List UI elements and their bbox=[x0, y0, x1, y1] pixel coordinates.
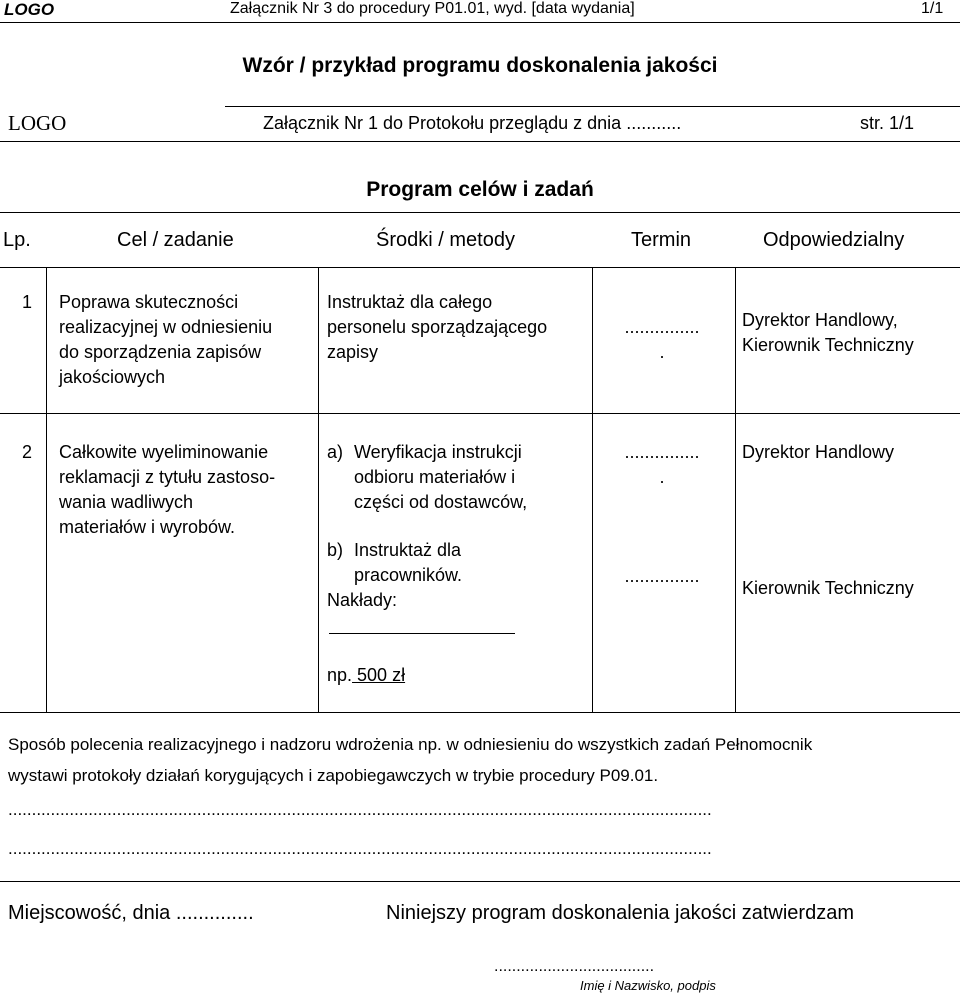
notes-bottom-border bbox=[0, 881, 960, 882]
inner-header-annex-text: Załącznik Nr 1 do Protokołu przeglądu z dnia ........... bbox=[263, 113, 682, 133]
term-cell bbox=[596, 315, 728, 365]
means-line: Weryfikacja instrukcji bbox=[354, 442, 522, 462]
table-column-line bbox=[46, 267, 47, 712]
notes-line-1: Sposób polecenia realizacyjnego i nadzoru wdrożenia np. w odniesieniu do wszystkich zadań Pełnomocnik bbox=[8, 735, 813, 754]
goal-line: Poprawa skuteczności bbox=[59, 292, 239, 312]
means-line: odbioru materiałów i bbox=[354, 467, 516, 487]
means-item-a bbox=[354, 440, 527, 515]
term-cell bbox=[596, 440, 728, 490]
means-item-a-marker: a) bbox=[327, 442, 344, 462]
means-line: Instruktaż dla bbox=[354, 540, 462, 560]
table-header-bottom-border bbox=[0, 267, 960, 268]
inner-header-divider bbox=[225, 106, 960, 107]
row-number: 1 bbox=[22, 292, 33, 312]
costs-blank-line bbox=[329, 633, 515, 634]
table-bottom-border bbox=[0, 712, 960, 713]
responsible-line: Kierownik Techniczny bbox=[742, 335, 914, 355]
costs-prefix: np. bbox=[327, 665, 353, 685]
goal-line: Całkowite wyeliminowanie bbox=[59, 442, 269, 462]
means-cell bbox=[327, 290, 547, 365]
term-placeholder: ............... bbox=[624, 566, 700, 586]
table-top-border bbox=[0, 212, 960, 213]
goal-cell bbox=[59, 290, 272, 390]
table-row-divider bbox=[0, 413, 960, 414]
header-page-number: 1/1 bbox=[921, 0, 944, 17]
goal-line: realizacyjnej w odniesieniu bbox=[59, 317, 273, 337]
place-date: Miejscowość, dnia .............. bbox=[8, 902, 254, 924]
means-line: Instruktaż dla całego bbox=[327, 292, 493, 312]
responsible-a: Dyrektor Handlowy bbox=[742, 442, 895, 462]
term-placeholder: . bbox=[659, 342, 665, 362]
goal-line: materiałów i wyrobów. bbox=[59, 517, 236, 537]
inner-header-bottom-rule bbox=[0, 141, 960, 142]
term-placeholder: . bbox=[659, 467, 665, 487]
table-column-line bbox=[318, 267, 319, 712]
costs-example bbox=[327, 663, 405, 688]
goal-cell bbox=[59, 440, 275, 540]
notes-line-2: wystawi protokoły działań korygujących i zapobiegawczych w trybie procedury P09.01. bbox=[8, 766, 659, 785]
goal-line: reklamacji z tytułu zastoso- bbox=[59, 467, 276, 487]
approval-statement: Niniejszy program doskonalenia jakości zatwierdzam bbox=[386, 902, 854, 924]
notes-dots-1: ..................................................................................................................................................... bbox=[8, 800, 712, 819]
responsible-cell bbox=[742, 308, 914, 358]
row-number: 2 bbox=[22, 442, 33, 462]
goal-line: do sporządzenia zapisów bbox=[59, 342, 262, 362]
column-header-means: Środki / metody bbox=[376, 229, 515, 251]
means-line: pracowników. bbox=[354, 565, 463, 585]
term-placeholder: ............... bbox=[624, 317, 700, 337]
term-placeholder: ............... bbox=[624, 442, 700, 462]
responsible-line: Dyrektor Handlowy, bbox=[742, 310, 898, 330]
document-title: Wzór / przykład programu doskonalenia jakości bbox=[242, 54, 718, 77]
table-column-line bbox=[592, 267, 593, 712]
column-header-term: Termin bbox=[631, 229, 692, 251]
means-line: części od dostawców, bbox=[354, 492, 528, 512]
inner-header-logo: LOGO bbox=[8, 111, 67, 135]
inner-header-page-number: str. 1/1 bbox=[860, 113, 915, 133]
program-title: Program celów i zadań bbox=[366, 178, 594, 201]
responsible-b: Kierownik Techniczny bbox=[742, 578, 914, 598]
goal-line: wania wadliwych bbox=[59, 492, 194, 512]
column-header-responsible: Odpowiedzialny bbox=[763, 229, 905, 251]
header-divider bbox=[0, 22, 960, 23]
signature-label: Imię i Nazwisko, podpis bbox=[580, 978, 716, 993]
signature-dots: .................................... bbox=[494, 958, 655, 975]
goal-line: jakościowych bbox=[59, 367, 166, 387]
means-item-b-marker: b) bbox=[327, 540, 344, 560]
header-logo: LOGO bbox=[4, 0, 55, 19]
means-line: zapisy bbox=[327, 342, 379, 362]
table-column-line bbox=[735, 267, 736, 712]
costs-label: Nakłady: bbox=[327, 590, 398, 610]
costs-value: 500 zł bbox=[352, 665, 406, 685]
means-item-b bbox=[354, 538, 462, 588]
header-annex-text: Załącznik Nr 3 do procedury P01.01, wyd. [data wydania] bbox=[230, 0, 635, 17]
means-line: personelu sporządzającego bbox=[327, 317, 548, 337]
column-header-lp: Lp. bbox=[3, 229, 31, 251]
column-header-goal: Cel / zadanie bbox=[117, 229, 234, 251]
notes-dots-2: ..................................................................................................................................................... bbox=[8, 839, 712, 858]
